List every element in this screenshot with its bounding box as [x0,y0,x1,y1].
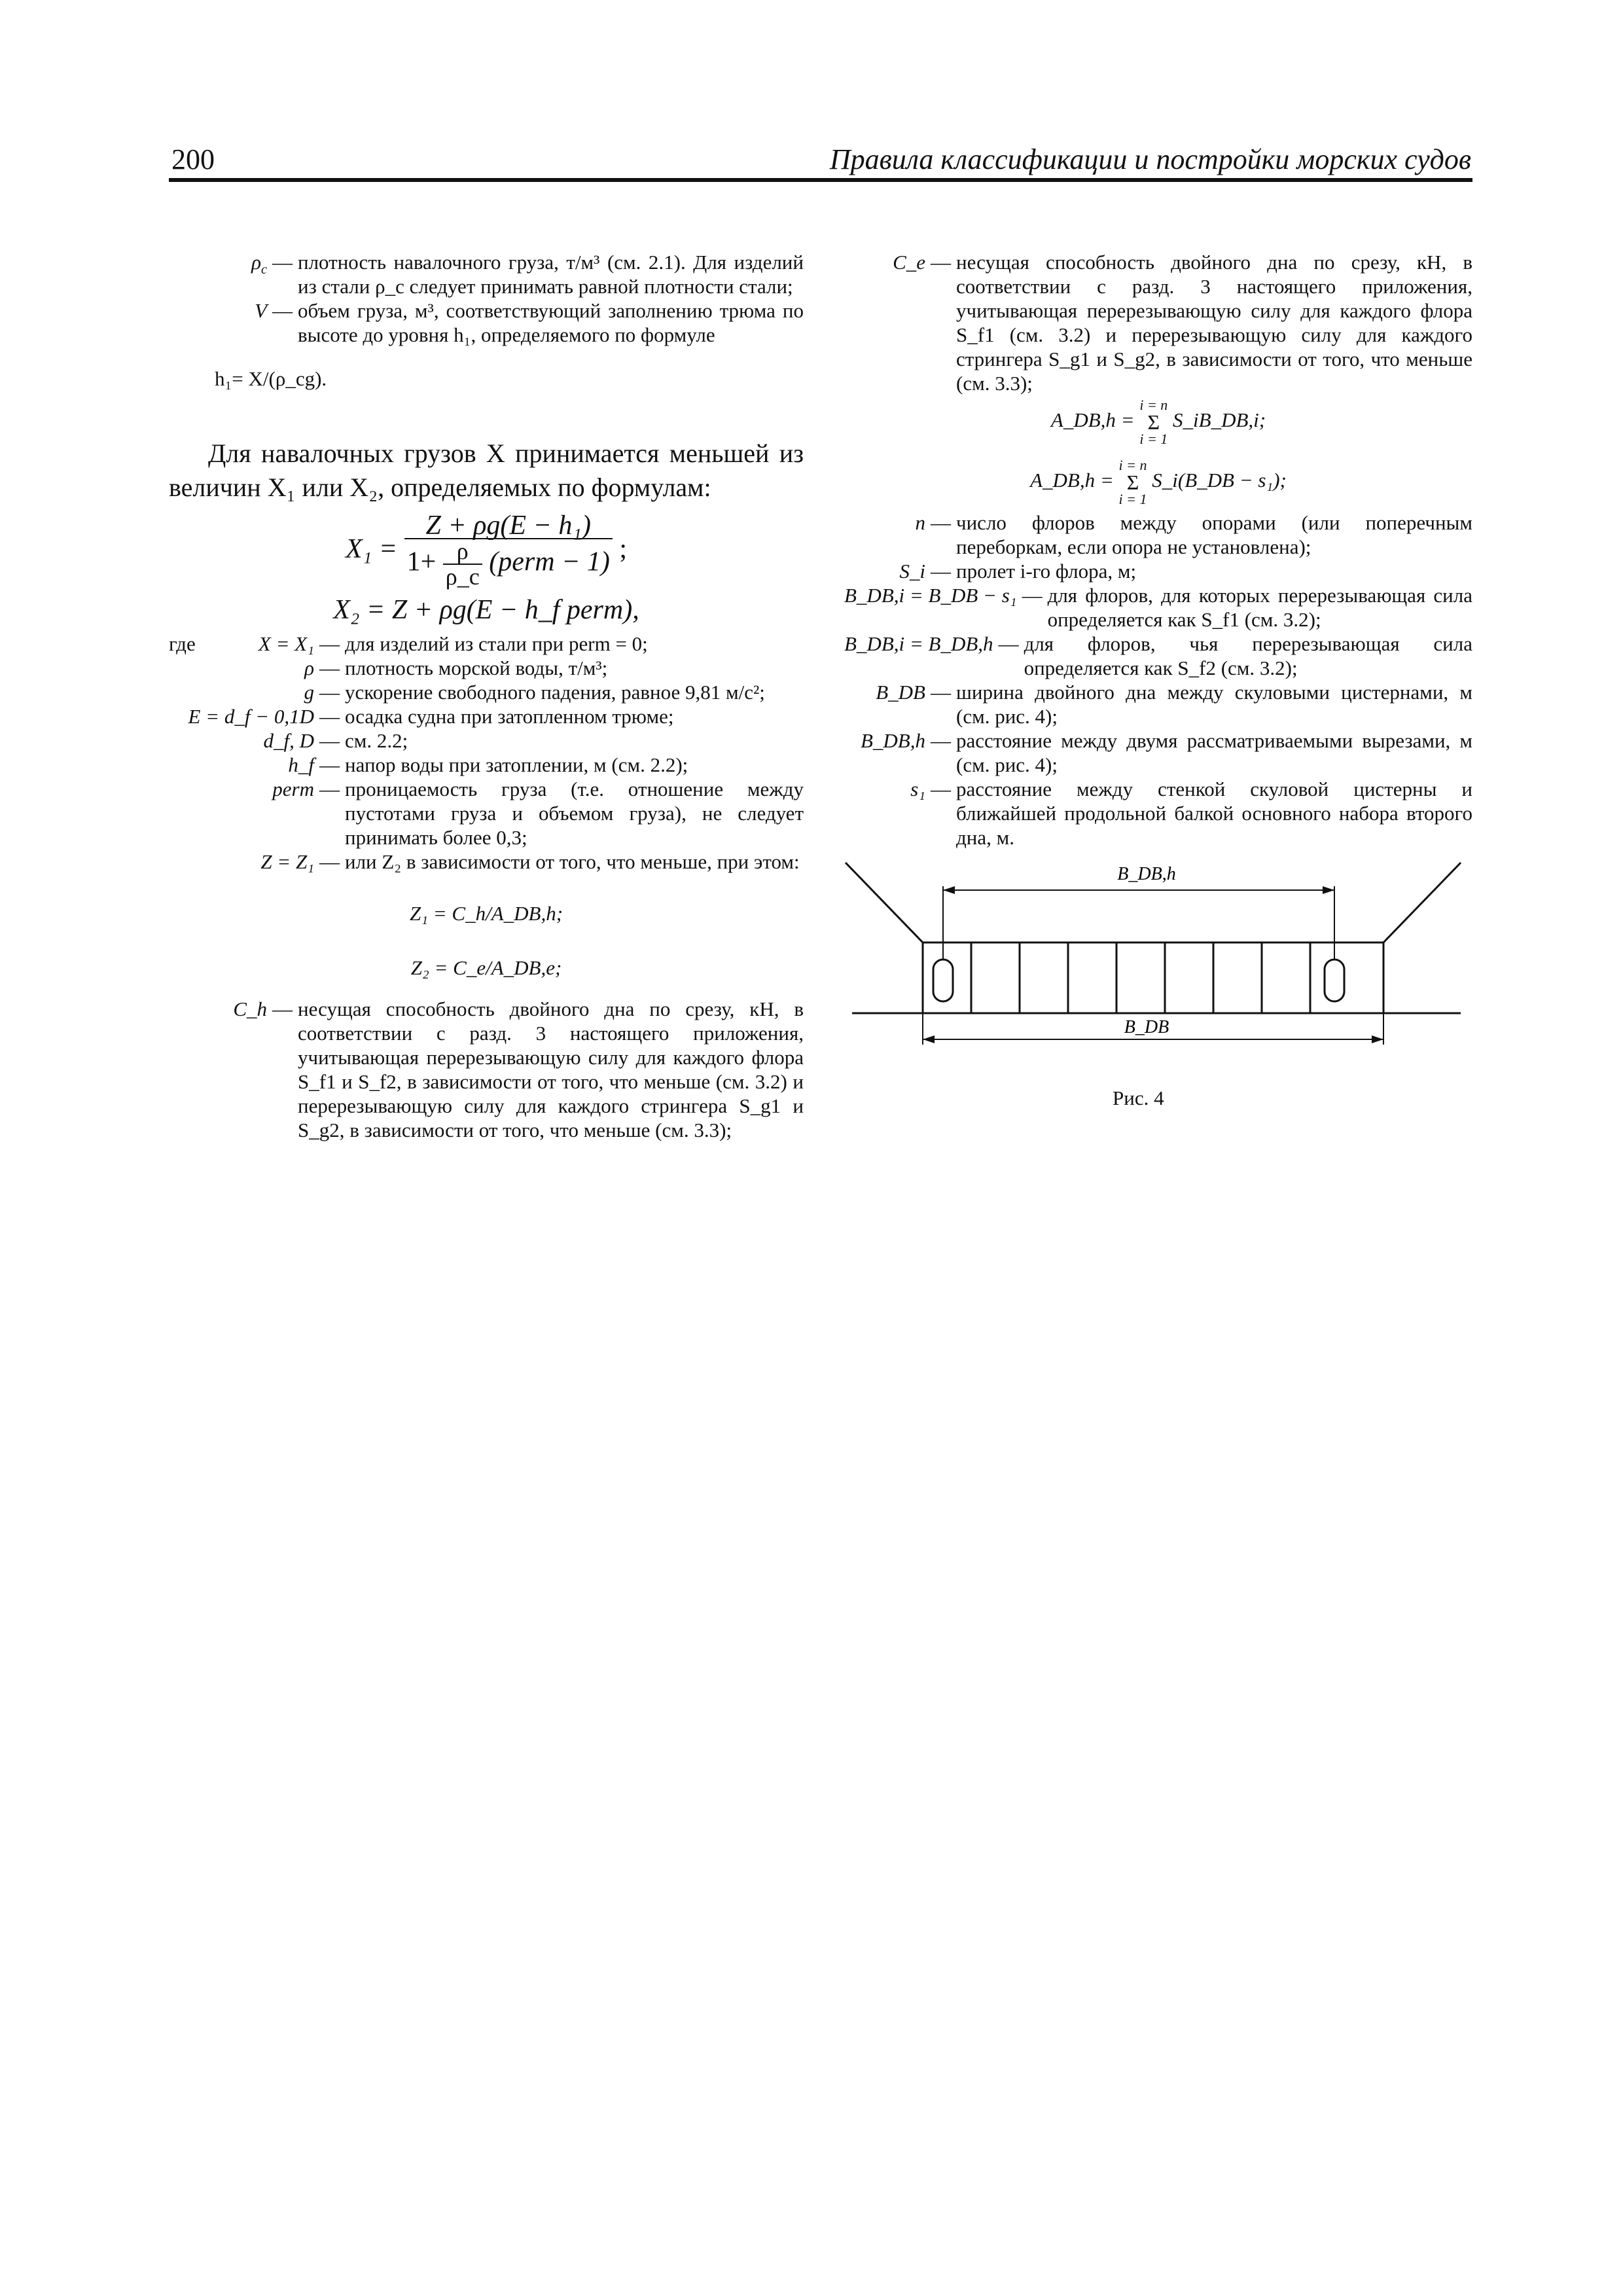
figure-caption: Рис. 4 [1113,1086,1164,1109]
right-hopper-line [1383,863,1461,942]
definition-term: $\rho_c$ [251,251,267,278]
where-label: где [169,632,196,655]
definition-term: B_DB [876,681,925,704]
right-column [844,250,1472,850]
definition-text: ускорение свободного падения, равное 9,81 м/с²; [345,681,765,704]
definition-row: ρ — плотность морской воды, т/м³; [169,656,804,680]
definition-term: V [255,299,267,322]
bdbh-label: B_DB,h [1117,864,1176,884]
definition-text: число флоров между опорами (или поперечным переборкам, если опора не установлена); [956,511,1472,558]
definition-text: или Z₂ в зависимости от того, что меньше, при этом: [345,850,800,873]
definition-term: d_f, D [263,729,314,752]
definition-row: s₁ — расстояние между стенкой скуловой цистерны и ближайшей продольной балкой основного набора второго дна, м. [844,777,1472,850]
right-top-definitions [844,250,1472,395]
z2-formula: Z₂ = C_e/A_DB,e; [410,956,562,979]
page-number: 200 [171,143,215,175]
definition-term: g [304,681,314,704]
x2-formula: X₂ = Z + ρg(E − h_f perm), [333,595,639,625]
right-bottom-definitions [844,511,1472,850]
definition-text: ширина двойного дна между скуловыми цистернами, м (см. рис. 4); [956,681,1472,728]
definition-text: осадка судна при затопленном трюме; [345,705,674,728]
left-middle-definitions [169,632,804,874]
definition-text: расстояние между двумя рассматриваемыми вырезами, м (см. рис. 4); [956,729,1472,776]
a-dbh-formula-2: A_DB,h = i = n Σ i = 1 S_i(B_DB − s₁); [1030,457,1287,507]
definition-row: C_h — несущая способность двойного дна по срезу, кН, в соответствии с разд. 3 настоящего приложения, учитывающая перерезывающую силу для каждого флора S_f1 и S_f2, в зависимости от того, что меньше (см. 3.2) и перерезывающую силу для каждого стрингера S_g1 и S_g2, в зависимости от того, что меньше (см. 3.3); [169,997,804,1142]
definition-text: проницаемость груза (т.е. отношение между пустотами груза и объемом груза), не следует принимать более 0,3; [345,778,804,849]
definition-text: плотность навалочного груза, т/м³ (см. 2.1). Для изделий из стали ρ_c следует принимать равной плотности стали; [298,251,804,298]
definition-text: см. 2.2; [345,729,408,752]
left-bottom-definitions [169,997,804,1142]
definition-row: perm — проницаемость груза (т.е. отношение между пустотами груза и объемом груза), не следует принимать более 0,3; [169,777,804,850]
definition-term: s₁ [910,778,925,800]
definition-row: $\rho_c$ — плотность навалочного груза, т/м³ (см. 2.1). Для изделий из стали ρ_c следует принимать равной плотности стали; [169,250,804,298]
double-bottom-diagram [839,851,1467,1086]
left-cutout [933,960,953,1001]
definition-term: ρ [304,656,314,679]
right-cutout [1325,960,1344,1001]
definition-row: Z = Z₁ — или Z₂ в зависимости от того, что меньше, при этом: [169,850,804,874]
definition-text: для флоров, для которых перерезывающая сила определяется как S_f1 (см. 3.2); [1047,584,1472,631]
left-top-definitions [169,250,804,347]
definition-text: несущая способность двойного дна по срезу, кН, в соответствии с разд. 3 настоящего приложения, учитывающая перерезывающую силу для каждого флора S_f1 и S_f2, в зависимости от того, что меньше (см. 3.2) и перерезывающую силу для каждого стрингера S_g1 и S_g2, в зависимости от того, что меньше (см. 3.3); [298,997,804,1141]
figure-4 [839,851,1467,1086]
definition-term: Z = Z₁ [260,850,314,873]
definition-term: h_f [288,753,314,776]
definition-term: n [915,511,925,534]
definition-row: g — ускорение свободного падения, равное 9,81 м/с²; [169,680,804,704]
bdb-label: B_DB [1124,1017,1169,1037]
definition-text: для изделий из стали при perm = 0; [345,632,648,655]
intro-paragraph: Для навалочных грузов X принимается меньшей из величин X₁ или X₂, определяемых по формулам: [169,439,804,502]
definition-text: пролет i-го флора, м; [956,560,1137,583]
definition-term: perm [272,778,314,800]
definition-row: n — число флоров между опорами (или поперечным переборкам, если опора не установлена); [844,511,1472,559]
definition-row: V — объем груза, м³, соответствующий заполнению трюма по высоте до уровня h₁, определяемого по формуле [169,298,804,347]
definition-term: B_DB,i = B_DB − s₁ [844,584,1017,607]
definition-term: C_h [233,997,267,1020]
definition-text: напор воды при затоплении, м (см. 2.2); [345,753,688,776]
definition-text: несущая способность двойного дна по срезу, кН, в соответствии с разд. 3 настоящего приложения, учитывающая перерезывающую силу для каждого флора S_f1 (см. 3.2) и перерезывающую силу для каждого стрингера S_g1 и S_g2, в зависимости от того, что меньше (см. 3.3); [956,251,1472,395]
definition-row: B_DB — ширина двойного дна между скуловыми цистернами, м (см. рис. 4); [844,680,1472,728]
definition-row: C_e — несущая способность двойного дна по срезу, кН, в соответствии с разд. 3 настоящего приложения, учитывающая перерезывающую силу для каждого флора S_f1 (см. 3.2) и перерезывающую силу для каждого стрингера S_g1 и S_g2, в зависимости от того, что меньше (см. 3.3); [844,250,1472,395]
definition-text: объем груза, м³, соответствующий заполнению трюма по высоте до уровня h₁, определяемого по формуле [298,299,804,346]
definition-row: d_f, D — см. 2.2; [169,728,804,753]
definition-term: C_e [893,251,925,274]
definition-term: B_DB,h [860,729,925,752]
definition-term: E = d_f − 0,1D [188,705,314,728]
x1-formula: X₁ = Z + ρg(E − h₁) 1+ $\frac{\rho}{\rho\_c}$ (perm − 1) ; [345,511,628,590]
z1-formula: Z₁ = C_h/A_DB,h; [409,902,563,925]
definition-text: расстояние между стенкой скуловой цистерны и ближайшей продольной балкой основного набора второго дна, м. [956,778,1472,849]
h1-formula: h₁= X/(ρ_cg). [215,367,327,390]
a-dbh-formula-1: A_DB,h = i = n Σ i = 1 S_iB_DB,i; [1050,397,1266,447]
header-rule [169,178,1472,182]
definition-text: плотность морской воды, т/м³; [345,656,608,679]
definition-row: h_f — напор воды при затоплении, м (см. 2.2); [169,753,804,777]
definition-row: S_i — пролет i-го флора, м; [844,559,1472,583]
definition-term: B_DB,i = B_DB,h [844,632,993,655]
definition-row: B_DB,h — расстояние между двумя рассматриваемыми вырезами, м (см. рис. 4); [844,728,1472,777]
left-hopper-line [846,863,923,942]
left-column [169,250,804,1142]
definition-row: X = X₁ — для изделий из стали при perm = 0; [169,632,804,656]
definition-term: X = X₁ [258,632,314,655]
definition-text: для флоров, чья перерезывающая сила определяется как S_f2 (см. 3.2); [1024,632,1472,679]
definition-term: S_i [899,560,925,583]
running-header: Правила классификации и постройки морских судов [829,143,1471,175]
definition-row: B_DB,i = B_DB,h — для флоров, чья перерезывающая сила определяется как S_f2 (см. 3.2); [844,632,1472,679]
definition-row: B_DB,i = B_DB − s₁ — для флоров, для которых перерезывающая сила определяется как S_f1 (см. 3.2); [844,584,1472,631]
definition-row: E = d_f − 0,1D — осадка судна при затопленном трюме; [169,704,804,728]
